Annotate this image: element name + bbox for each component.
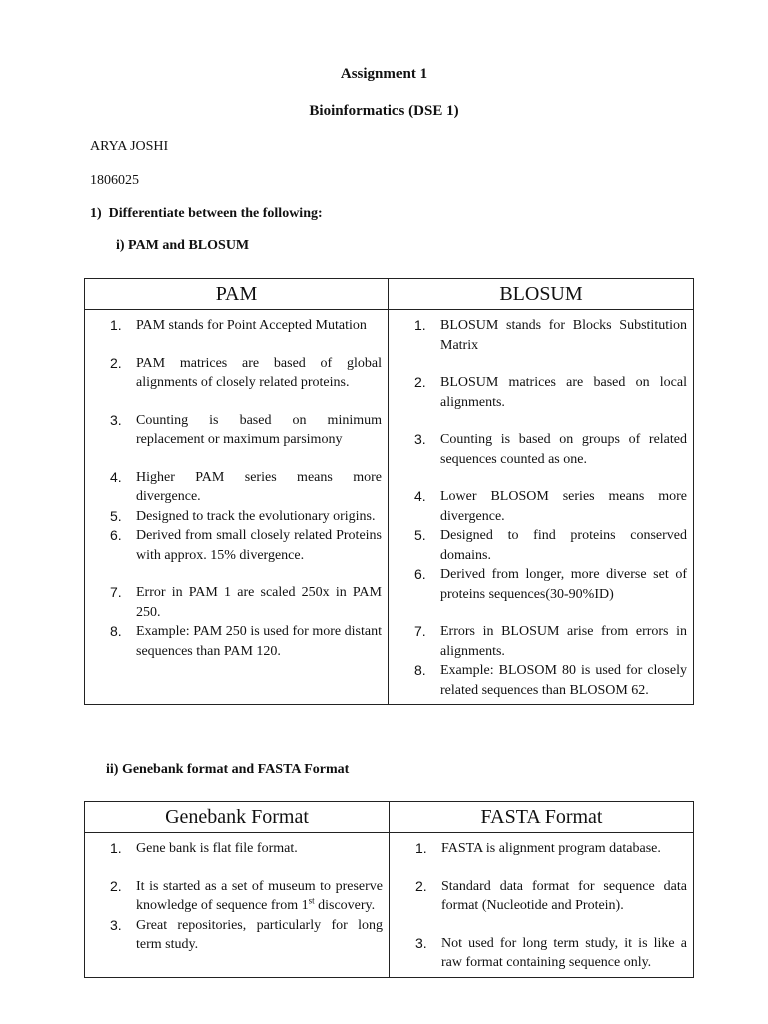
column-header-genebank: Genebank Format <box>85 802 390 833</box>
course-title: Bioinformatics (DSE 1) <box>309 103 459 119</box>
list-item: 5. Designed to track the evolutionary origins. <box>110 507 376 524</box>
question-number: 1) <box>90 206 102 221</box>
list-item: 1. Gene bank is flat file format. <box>110 840 298 856</box>
list-item: 1. PAM stands for Point Accepted Mutation <box>110 317 367 333</box>
list-item: 3. Not used for long term study, it is like a raw format containing sequence only. <box>415 934 687 970</box>
table-header-row <box>85 279 694 310</box>
list-item: 1. FASTA is alignment program database. <box>415 840 661 856</box>
pam-list <box>85 316 382 661</box>
table-header-row <box>85 802 694 833</box>
blosum-cell <box>389 310 694 705</box>
column-header-fasta: FASTA Format <box>390 802 694 833</box>
list-item: 2. Standard data format for sequence data format (Nucleotide and Protein). <box>415 877 687 913</box>
pam-cell <box>85 310 389 705</box>
list-item: 4. Higher PAM series means more divergence. <box>110 468 382 504</box>
list-item: 4. Lower BLOSOM series means more divergence. <box>414 488 687 524</box>
genebank-cell <box>85 833 390 978</box>
fasta-cell <box>390 833 694 978</box>
fasta-list <box>390 839 687 973</box>
list-item: 2. PAM matrices are based of global alignments of closely related proteins. <box>110 354 382 390</box>
list-item: 6. Derived from longer, more diverse set of proteins sequences(30-90%ID) <box>414 566 687 602</box>
list-item: 6. Derived from small closely related Proteins with approx. 15% divergence. <box>110 527 382 563</box>
list-item: 3. Counting is based on minimum replacement or maximum parsimony <box>110 411 382 447</box>
pam-blosum-table <box>84 278 694 705</box>
list-item: 3. Counting is based on groups of related sequences counted as one. <box>414 431 687 467</box>
section2-heading: ii) Genebank format and FASTA Format <box>106 762 350 777</box>
question-text: Differentiate between the following: <box>108 206 323 221</box>
table-body-row <box>85 310 694 705</box>
list-item: 7. Error in PAM 1 are scaled 250x in PAM 250. <box>110 584 382 620</box>
list-item: 3. Great repositories, particularly for long term study. <box>110 916 383 952</box>
table-body-row <box>85 833 694 978</box>
list-item: 7. Errors in BLOSUM arise from errors in alignments. <box>414 623 687 659</box>
question-heading <box>90 206 323 222</box>
list-item: 2. It is started as a set of museum to preserve knowledge of sequence from 1st discovery. <box>110 877 383 913</box>
column-header-pam: PAM <box>85 279 389 310</box>
list-item: 8. Example: PAM 250 is used for more distant sequences than PAM 120. <box>110 623 382 659</box>
column-header-blosum: BLOSUM <box>389 279 694 310</box>
list-item: 8. Example: BLOSOM 80 is used for closely related sequences than BLOSOM 62. <box>414 662 687 698</box>
section1-heading: i) PAM and BLOSUM <box>116 238 250 253</box>
list-item: 1. BLOSUM stands for Blocks Substitution Matrix <box>414 317 687 353</box>
assignment-title: Assignment 1 <box>340 66 428 82</box>
genebank-list <box>85 839 383 955</box>
roll-number: 1806025 <box>90 173 139 188</box>
blosum-list <box>389 316 687 700</box>
list-item: 2. BLOSUM matrices are based on local alignments. <box>414 374 687 410</box>
genebank-fasta-table <box>84 801 694 978</box>
student-name: ARYA JOSHI <box>90 139 169 154</box>
list-item: 5. Designed to find proteins conserved domains. <box>414 527 687 563</box>
